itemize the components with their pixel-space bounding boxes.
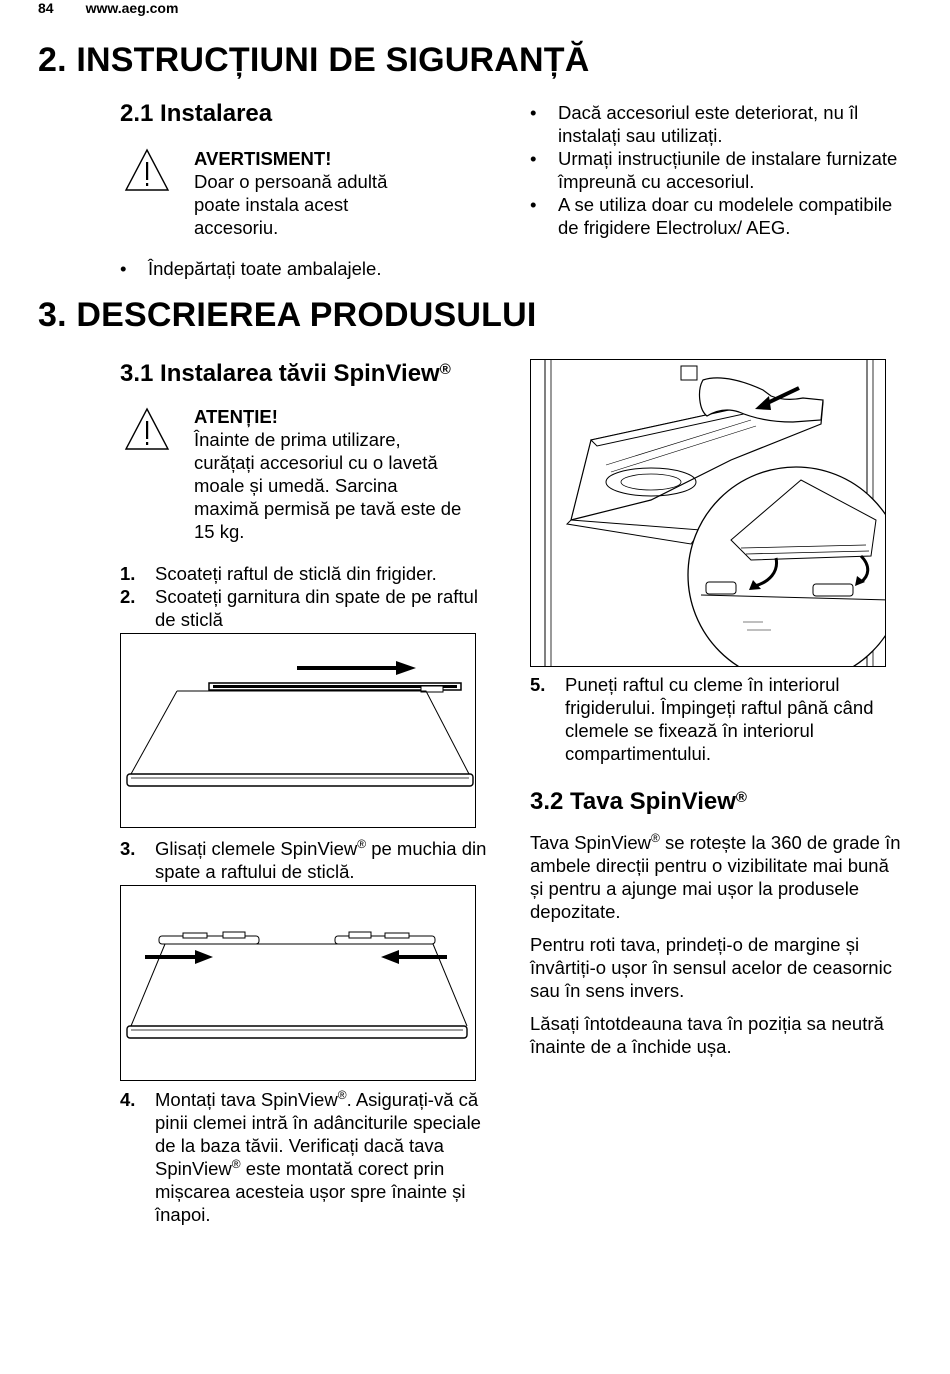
step-item: 3. Glisați clemele SpinView® pe muchia din spate a raftului de sticlă. [120, 836, 487, 882]
section-2-title: 2. INSTRUCȚIUNI DE SIGURANȚĂ [38, 41, 590, 79]
warning-triangle-icon [124, 148, 170, 192]
section-3-2-body [530, 831, 902, 1058]
paragraph: Pentru roti tava, prindeți-o de margine și învârtiți-o ușor în sensul acelor de ceasornic sau în sens invers. [530, 934, 892, 1001]
caution-title: ATENȚIE! [194, 406, 278, 427]
paragraph: Lăsați întotdeauna tava în poziția sa neutră înainte de a închide ușa. [530, 1013, 884, 1057]
caution-text: Înainte de prima utilizare, curățați accesoriul cu o lavetă moale și umedă. Sarcina maximă permisă pe tavă este de 15 kg. [194, 429, 462, 542]
warning-title: AVERTISMENT! [194, 148, 332, 169]
figure-insert-shelf [530, 359, 886, 667]
steps-1-2 [120, 562, 480, 631]
list-item: • A se utiliza doar cu modelele compatibile de frigidere Electrolux/ AEG. [530, 193, 900, 239]
warning-box [194, 147, 434, 239]
paragraph: Tava SpinView® se rotește la 360 de grade în ambele direcții pentru o vizibilitate mai bună și pentru a ajunge mai ușor la produsele depozitate. [530, 830, 901, 922]
step-item: 2. Scoateți garnitura din spate de pe raftul de sticlă [120, 586, 478, 630]
step-item: 4. Montați tava SpinView®. Asigurați-vă că pinii clemei intră în adânciturile speciale de la baza tăvii. Verificați dacă tava SpinView® este montată corect prin mișcarea acesteia ușor spre înainte și înapoi. [120, 1087, 481, 1225]
step-4 [120, 1088, 495, 1226]
section-3-1-title: 3.1 Instalarea tăvii SpinView® [120, 360, 451, 387]
section-3-2-title: 3.2 Tava SpinView® [530, 788, 747, 815]
caution-triangle-icon [124, 407, 170, 451]
section-3-title: 3. DESCRIEREA PRODUSULUI [38, 296, 537, 334]
header-url: www.aeg.com [85, 0, 179, 16]
list-item: • Dacă accesoriul este deteriorat, nu îl instalați sau utilizați. [530, 101, 900, 147]
warning-text: Doar o persoană adultă poate instala acest accesoriu. [194, 171, 388, 238]
list-item: • Îndepărtați toate ambalajele. [120, 257, 490, 280]
bullet-list-left [120, 257, 490, 280]
step-item: 5. Puneți raftul cu cleme în interiorul frigiderului. Împingeți raftul până când clemele se fixează în interiorul compartimentului. [530, 674, 874, 764]
step-item: 1. Scoateți raftul de sticlă din frigider. [120, 563, 437, 584]
caution-box [194, 405, 464, 543]
bullet-list-right [530, 101, 900, 239]
step-5 [530, 673, 900, 765]
step-3 [120, 837, 495, 883]
page-header [38, 0, 178, 16]
list-item: • Urmați instrucțiunile de instalare furnizate împreună cu accesoriul. [530, 147, 900, 193]
figure-slide-clips [120, 885, 476, 1081]
page-number: 84 [38, 0, 54, 16]
section-2-1-title: 2.1 Instalarea [120, 100, 273, 127]
figure-remove-seal [120, 633, 476, 828]
